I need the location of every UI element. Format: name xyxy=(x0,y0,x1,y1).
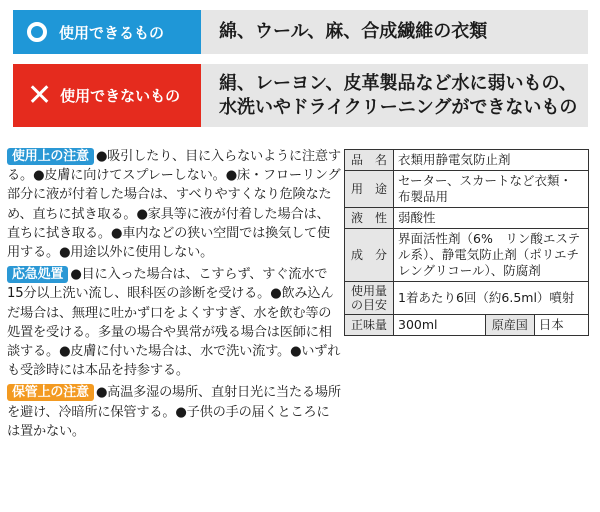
first-aid-text: ●目に入った場合は、こすらず、すぐ流水で15分以上洗い流し、眼科医の診断を受ける。●飲み込んだ場合は、無理に吐かず口をよくすすぎ、水を飲む等の処置を受ける。多量の場合や異常が残る場合は医師に相談する。●皮膚に付いた場合は、水で洗い流す。●いずれも受診時には本品を持参する。 xyxy=(7,267,341,379)
storage-label: 保管上の注意 xyxy=(7,384,94,401)
spec-use-value: セーター、スカートなど衣類・布製品用 xyxy=(394,171,589,208)
usable-label: 使用できるもの xyxy=(59,23,165,42)
spec-amount-label: 使用量の目安 xyxy=(345,282,394,315)
not-usable-text-line2: 水洗いやドライクリーニングができないもの xyxy=(219,96,578,118)
spec-row-name xyxy=(345,150,589,171)
spec-name-label: 品 名 xyxy=(345,150,394,171)
usable-row xyxy=(13,10,588,54)
spec-row-ingredients xyxy=(345,229,589,282)
circle-icon xyxy=(27,22,47,42)
spec-volume-value: 300ml xyxy=(394,315,486,336)
spec-origin-label: 原産国 xyxy=(485,315,534,336)
caution-notes xyxy=(7,147,342,444)
usable-text: 綿、ウール、麻、合成繊維の衣類 xyxy=(219,21,488,42)
spec-liquid-value: 弱酸性 xyxy=(394,208,589,229)
not-usable-text xyxy=(201,72,577,120)
spec-table xyxy=(344,149,589,336)
spec-row-amount xyxy=(345,282,589,315)
cross-icon: ✕ xyxy=(27,77,53,113)
spec-origin-value: 日本 xyxy=(534,315,588,336)
storage-text: ●高温多湿の場所、直射日光に当たる場所を避け、冷暗所に保管する。●子供の手の届くところには置かない。 xyxy=(7,385,341,439)
spec-ingredients-label: 成 分 xyxy=(345,229,394,282)
usage-label: 使用上の注意 xyxy=(7,148,94,165)
usage-note xyxy=(7,147,342,262)
not-usable-row xyxy=(13,64,588,127)
not-usable-text-line1: 絹、レーヨン、皮革製品など水に弱いもの、 xyxy=(219,72,577,94)
not-usable-tag xyxy=(13,64,201,127)
first-aid-note xyxy=(7,265,342,380)
spec-name-value: 衣類用静電気防止剤 xyxy=(394,150,589,171)
usable-tag xyxy=(13,10,201,54)
not-usable-label: 使用できないもの xyxy=(60,87,181,105)
spec-liquid-label: 液 性 xyxy=(345,208,394,229)
usage-text: ●吸引したり、目に入らないように注意する。●皮膚に向けてスプレーしない。●床・フローリング部分に液が付着した場合は、すべりやすくなり危険なため、直ちに拭き取る。●家具等に液が付着した場合は、直ちに拭き取る。●車内などの狭い空間では換気して使用する。●用途以外に使用しない。 xyxy=(7,149,341,261)
first-aid-label: 応急処置 xyxy=(7,266,68,283)
spec-row-liquid xyxy=(345,208,589,229)
spec-row-volume xyxy=(345,315,589,336)
storage-note xyxy=(7,383,342,441)
spec-amount-value: 1着あたり6回（約6.5ml）噴射 xyxy=(394,282,589,315)
spec-use-label: 用 途 xyxy=(345,171,394,208)
spec-row-use xyxy=(345,171,589,208)
spec-ingredients-value: 界面活性剤（6% リン酸エステル系）、静電気防止剤（ポリエチレングリコール）、防腐剤 xyxy=(394,229,589,282)
spec-volume-label: 正味量 xyxy=(345,315,394,336)
